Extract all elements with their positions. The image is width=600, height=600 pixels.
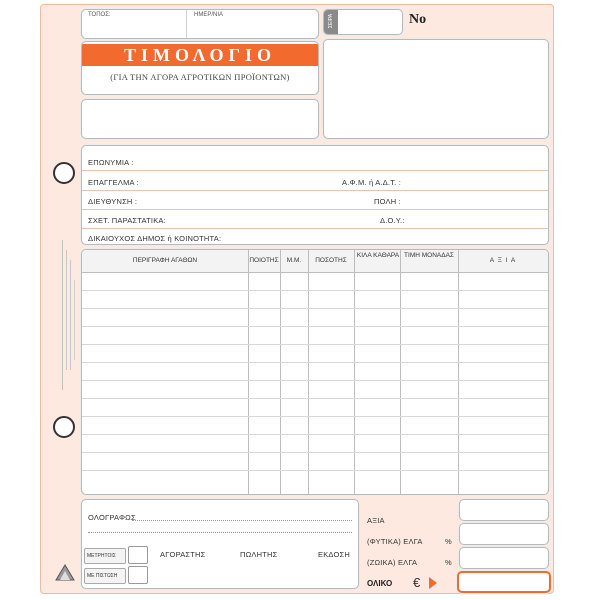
binder-hole-bottom — [53, 416, 75, 438]
col-unit-price: ΤΙΜΗ ΜΟΝΑΔΑΣ — [404, 252, 454, 259]
credit-label: ΜΕ ΠΙΣΤΩΣΗ — [87, 573, 118, 579]
plant-elga-field[interactable] — [459, 523, 549, 545]
tax-office-label: Δ.Ο.Υ.: — [380, 216, 405, 225]
printer-logo-icon — [54, 562, 76, 584]
col-description: ΠΕΡΙΓΡΑΦΗ ΑΓΑΘΩΝ — [132, 257, 198, 264]
plant-elga-label: (ΦΥΤΙΚΑ) ΕΛΓΑ — [367, 537, 423, 546]
total-field[interactable] — [457, 571, 551, 593]
credit-checkbox[interactable] — [128, 566, 148, 584]
customer-box — [81, 145, 549, 245]
in-words-label: ΟΛΟΓΡΑΦΩΣ — [88, 513, 136, 522]
seller-label: ΠΩΛΗΤΗΣ — [240, 550, 278, 559]
animal-elga-label: (ΖΩΙΚΑ) ΕΛΓΑ — [367, 558, 418, 567]
col-quality: ΠΟΙΟΤΗΣ — [249, 257, 279, 264]
number-label: No — [409, 12, 427, 27]
invoice-subtitle: (ΓΙΑ ΤΗΝ ΑΓΟΡΑ ΑΓΡΟΤΙΚΩΝ ΠΡΟΪΟΝΤΩΝ) — [110, 72, 290, 82]
items-table — [81, 249, 549, 495]
city-label: ΠΟΛΗ : — [374, 197, 401, 206]
footer-box — [81, 499, 359, 589]
cash-option[interactable] — [84, 548, 126, 564]
total-arrow-icon — [429, 577, 437, 589]
printer-info-lines — [60, 240, 78, 390]
issuer-box[interactable] — [81, 99, 319, 139]
col-value: Α Ξ Ι Α — [489, 257, 517, 264]
cash-label: ΜΕΤΡΗΤΟΙΣ — [87, 553, 116, 559]
value-label: ΑΞΙΑ — [367, 516, 385, 525]
invoice-form — [40, 4, 554, 594]
title-box — [81, 41, 319, 95]
address-label: ΔΙΕΥΘΥΝΣΗ : — [88, 197, 138, 206]
municipality-label: ΔΙΚΑΙΟΥΧΟΣ ΔΗΜΟΣ ή ΚΟΙΝΟΤΗΤΑ: — [88, 234, 222, 243]
cash-checkbox[interactable] — [128, 546, 148, 564]
company-box[interactable] — [323, 39, 549, 139]
buyer-label: ΑΓΟΡΑΣΤΗΣ — [160, 550, 206, 559]
plant-elga-percent: % — [445, 537, 452, 546]
total-label: ΟΛΙΚΟ — [367, 579, 393, 588]
place-label: ΤΟΠΟΣ: — [88, 12, 111, 18]
binder-hole-top — [53, 162, 75, 184]
col-unit: Μ.Μ. — [286, 257, 302, 264]
date-label: ΗΜΕΡ/ΝΙΑ — [194, 12, 224, 18]
related-docs-label: ΣΧΕΤ. ΠΑΡΑΣΤΑΤΙΚΑ: — [88, 216, 166, 225]
afm-label: Α.Φ.Μ. ή Α.Δ.Τ. : — [342, 178, 401, 187]
profession-label: ΕΠΑΓΓΕΛΜΑ : — [88, 178, 139, 187]
invoice-title: ΤΙΜΟΛΟΓΙΟ — [124, 45, 276, 65]
animal-elga-field[interactable] — [459, 547, 549, 569]
col-net-kilos: ΚΙΛΑ ΚΑΘΑΡΑ — [356, 252, 400, 259]
series-box[interactable] — [323, 9, 403, 35]
issuer-label: ΕΚΔΟΣΗ — [318, 550, 350, 559]
place-date-box — [81, 9, 319, 39]
col-quantity: ΠΟΣΟΤΗΣ — [315, 257, 347, 264]
name-label: ΕΠΩΝΥΜΙΑ : — [88, 158, 134, 167]
series-label: ΣΕΙΡΑ — [328, 13, 334, 29]
value-field[interactable] — [459, 499, 549, 521]
currency-symbol: € — [413, 575, 421, 590]
animal-elga-percent: % — [445, 558, 452, 567]
credit-option[interactable] — [84, 568, 126, 584]
